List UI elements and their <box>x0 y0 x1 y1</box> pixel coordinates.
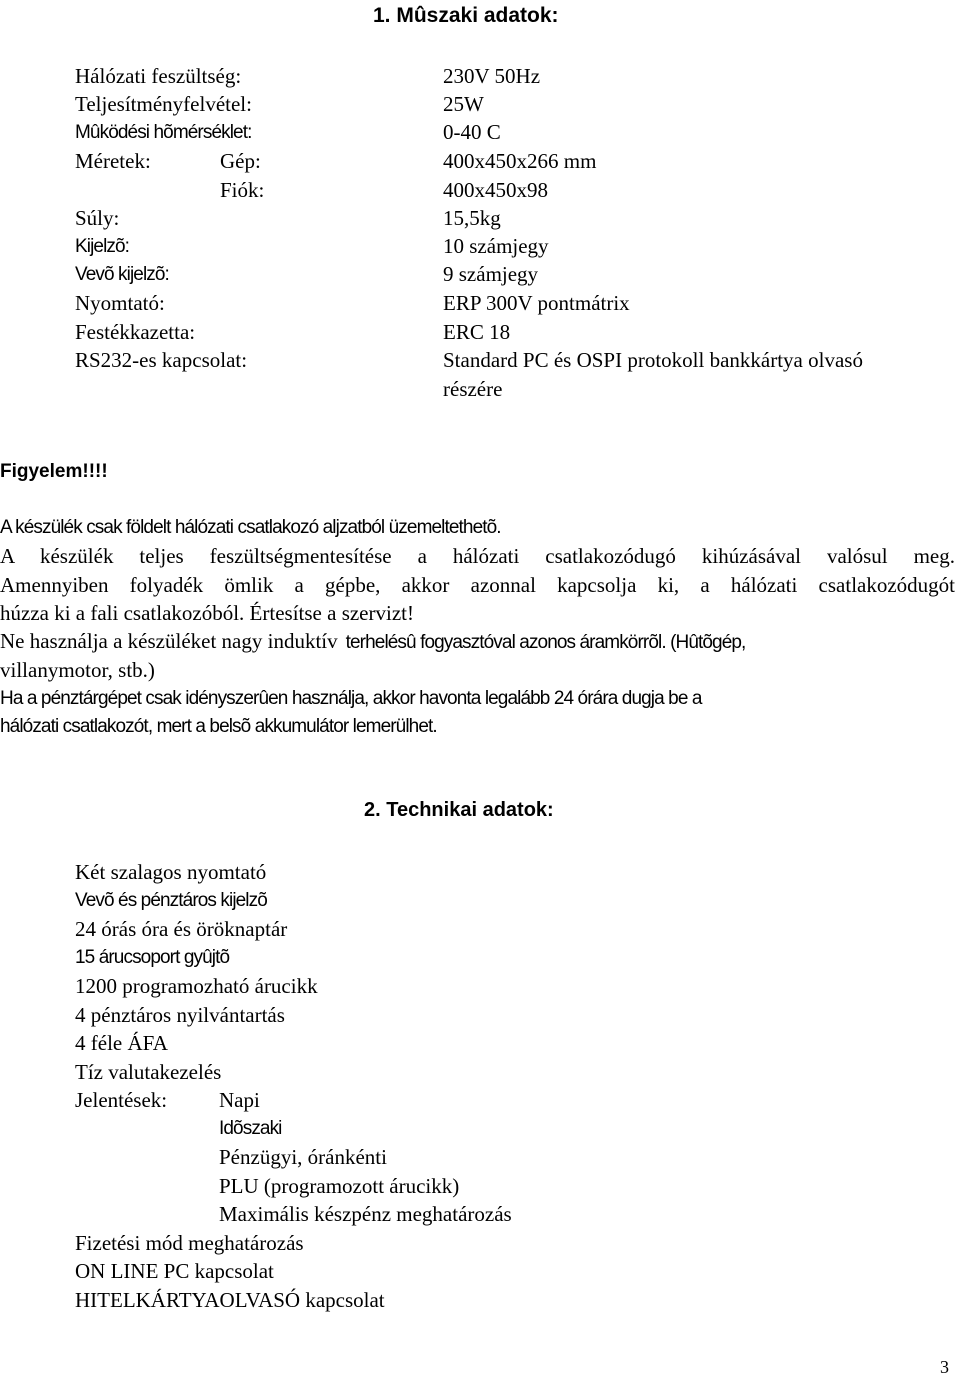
spec-value: 10 számjegy <box>443 234 549 258</box>
warning-text-sans: terhelésû fogyasztóval azonos áramkörrõl. (Hûtõgép, <box>345 632 746 653</box>
spec-value-continuation: részére <box>443 377 503 401</box>
warning-line: villanymotor, stb.) <box>0 658 155 682</box>
list-item: 1200 programozható árucikk <box>75 974 318 998</box>
spec-label: Kijelzõ: <box>75 236 130 257</box>
warning-line: húzza ki a fali csatlakozóból. Értesítse a szervizt! <box>0 601 414 625</box>
section2-title: 2. Technikai adatok: <box>364 799 554 821</box>
spec-label: Mûködési hõmérséklet: <box>75 122 252 143</box>
list-item: HITELKÁRTYAOLVASÓ kapcsolat <box>75 1288 385 1312</box>
report-item: Maximális készpénz meghatározás <box>219 1202 512 1226</box>
list-item: Vevõ és pénztáros kijelzõ <box>75 890 267 911</box>
list-item: 24 órás óra és öröknaptár <box>75 917 288 941</box>
spec-label: Vevõ kijelzõ: <box>75 264 169 285</box>
warning-text-serif: Ne használja a készüléket nagy induktív <box>0 629 338 653</box>
spec-sublabel: Gép: <box>220 149 261 173</box>
warning-line: hálózati csatlakozót, mert a belsõ akkumulátor lemerülhet. <box>0 716 437 737</box>
report-item: Idõszaki <box>219 1118 282 1139</box>
spec-value: Standard PC és OSPI protokoll bankkártya olvasó <box>443 348 863 372</box>
report-item: Napi <box>219 1088 260 1112</box>
spec-value: 400x450x266 mm <box>443 149 597 173</box>
spec-value: 400x450x98 <box>443 178 548 202</box>
spec-label: Hálózati feszültség: <box>75 64 242 88</box>
section1-title: 1. Mûszaki adatok: <box>373 4 559 27</box>
spec-sublabel: Fiók: <box>220 178 265 202</box>
spec-value: ERP 300V pontmátrix <box>443 291 630 315</box>
report-item: Pénzügyi, óránkénti <box>219 1145 387 1169</box>
warning-title: Figyelem!!!! <box>0 461 108 482</box>
list-item: Tíz valutakezelés <box>75 1060 222 1084</box>
list-item: 4 pénztáros nyilvántartás <box>75 1003 285 1027</box>
spec-label: RS232-es kapcsolat: <box>75 348 248 372</box>
warning-line: Ha a pénztárgépet csak idényszerûen használja, akkor havonta legalább 24 órára dugja be a <box>0 688 702 709</box>
reports-label: Jelentések: <box>75 1088 168 1112</box>
spec-label: Nyomtató: <box>75 291 165 315</box>
spec-value: 25W <box>443 92 484 116</box>
spec-label: Súly: <box>75 206 120 230</box>
spec-label: Teljesítményfelvétel: <box>75 92 252 116</box>
list-item: ON LINE PC kapcsolat <box>75 1259 274 1283</box>
spec-value: ERC 18 <box>443 320 511 344</box>
spec-value: 0-40 C <box>443 120 501 144</box>
warning-line: Amennyiben folyadék ömlik a gépbe, akkor azonnal kapcsolja ki, a hálózati csatlakozódugót <box>0 573 955 597</box>
warning-line: A készülék csak földelt hálózati csatlakozó aljzatból üzemeltethetõ. <box>0 517 501 538</box>
spec-label: Méretek: <box>75 149 151 173</box>
spec-value: 15,5kg <box>443 206 501 230</box>
warning-line-mixed <box>0 631 745 652</box>
list-item: 15 árucsoport gyûjtõ <box>75 947 230 968</box>
report-item: PLU (programozott árucikk) <box>219 1174 460 1198</box>
list-item: Két szalagos nyomtató <box>75 860 267 884</box>
spec-value: 9 számjegy <box>443 262 539 286</box>
list-item: Fizetési mód meghatározás <box>75 1231 304 1255</box>
page-number: 3 <box>940 1357 949 1377</box>
spec-label: Festékkazetta: <box>75 320 196 344</box>
spec-value: 230V 50Hz <box>443 64 541 88</box>
list-item: 4 féle ÁFA <box>75 1031 168 1055</box>
warning-line: A készülék teljes feszültségmentesítése a hálózati csatlakozódugó kihúzásával valósul meg. <box>0 544 955 568</box>
